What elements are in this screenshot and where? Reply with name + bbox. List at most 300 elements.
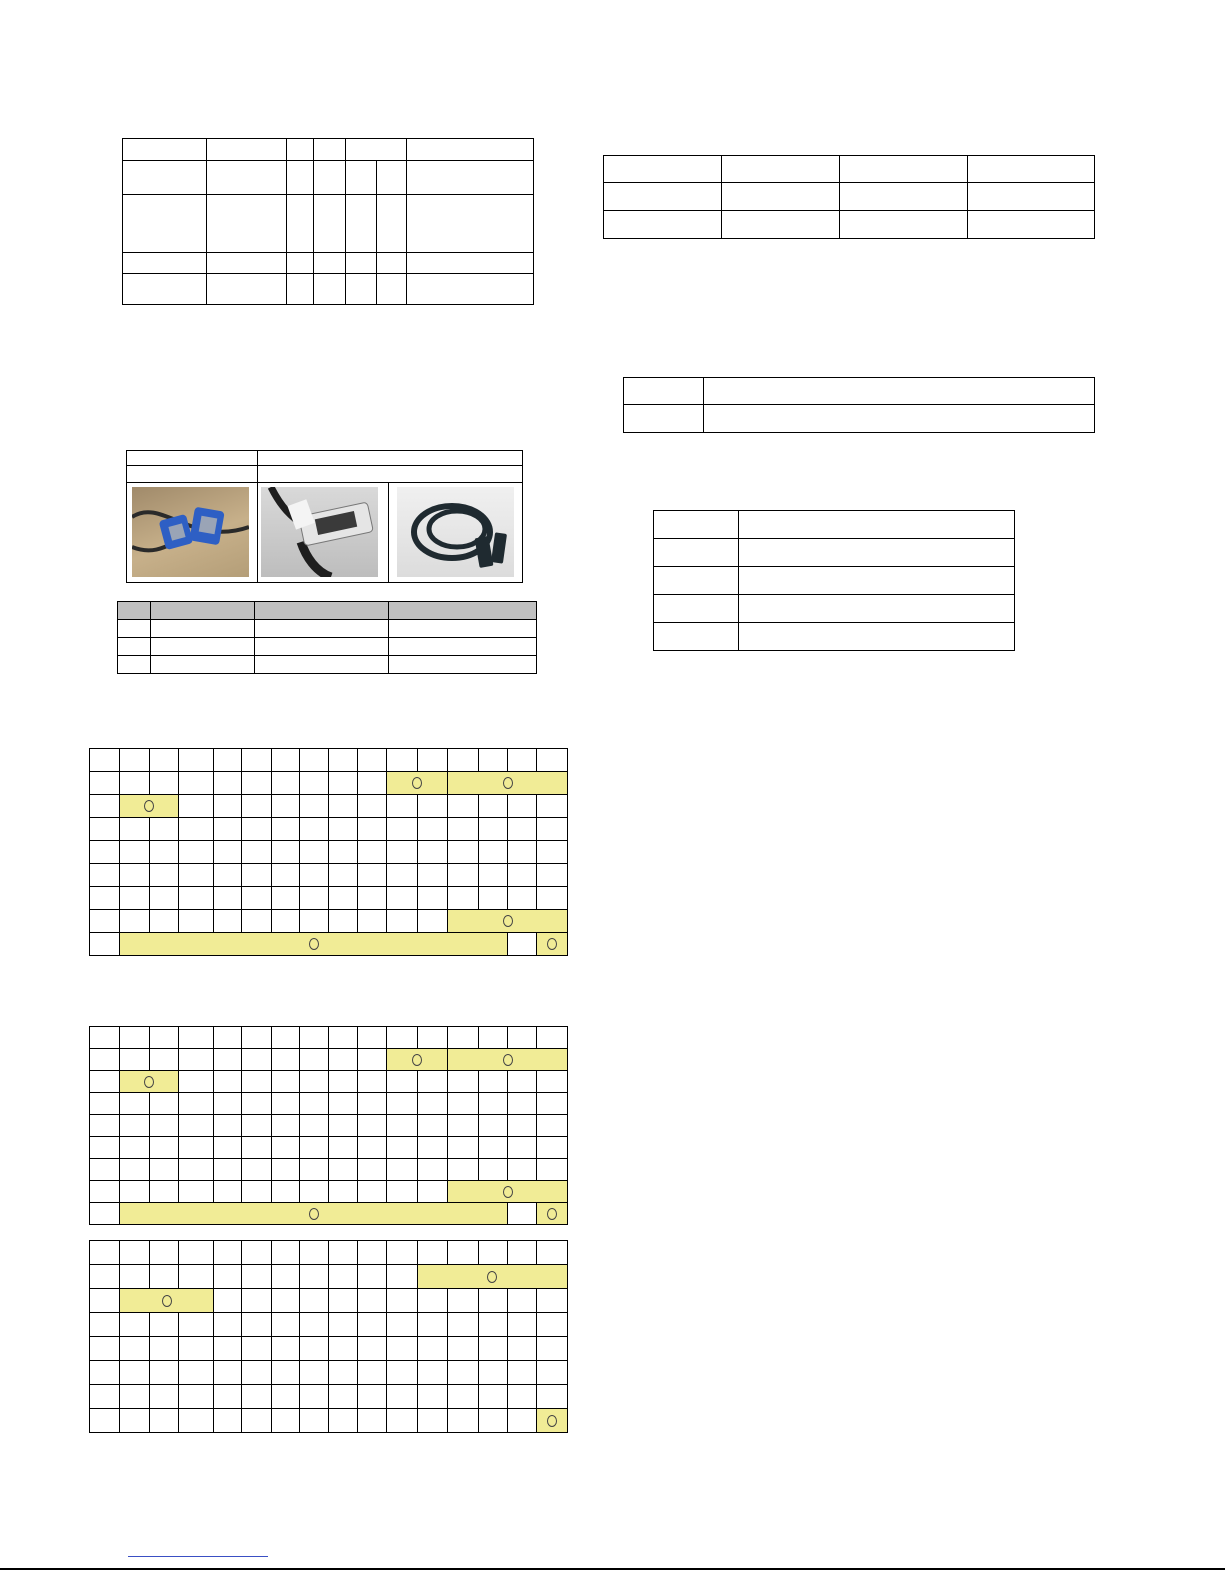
timing-cell bbox=[300, 772, 329, 795]
timing-highlight-cell bbox=[448, 1049, 568, 1071]
timing-cell bbox=[242, 795, 271, 818]
timing-highlight-cell bbox=[120, 795, 179, 818]
circle-mark-icon bbox=[487, 1271, 497, 1283]
timing-cell bbox=[271, 1049, 299, 1071]
timing-cell bbox=[300, 1181, 329, 1203]
timing-cell bbox=[417, 1137, 447, 1159]
timing-cell bbox=[507, 1115, 536, 1137]
timing-cell bbox=[90, 1313, 120, 1337]
timing-cell bbox=[179, 1049, 214, 1071]
timing-cell bbox=[271, 1115, 299, 1137]
timing-cell bbox=[271, 1159, 299, 1181]
timing-cell bbox=[329, 1313, 357, 1337]
timing-cell bbox=[357, 1115, 386, 1137]
timing-cell bbox=[478, 1289, 507, 1313]
timing-cell bbox=[179, 887, 214, 910]
timing-cell bbox=[537, 749, 568, 772]
timing-cell bbox=[149, 1137, 178, 1159]
timing-cell bbox=[179, 1361, 214, 1385]
timing-cell bbox=[149, 864, 178, 887]
timing-cell bbox=[213, 1337, 241, 1361]
timing-cell bbox=[507, 1289, 536, 1313]
timing-cell bbox=[387, 1313, 417, 1337]
timing-cell bbox=[179, 1241, 214, 1265]
circle-mark-icon bbox=[547, 938, 557, 950]
timing-cell bbox=[300, 1241, 329, 1265]
timing-cell bbox=[329, 1265, 357, 1289]
timing-cell bbox=[242, 841, 271, 864]
timing-cell bbox=[417, 1115, 447, 1137]
timing-cell bbox=[387, 1071, 417, 1093]
timing-cell bbox=[537, 1115, 568, 1137]
timing-cell bbox=[149, 910, 178, 933]
timing-cell bbox=[149, 1361, 178, 1385]
timing-cell bbox=[507, 1071, 536, 1093]
timing-cell bbox=[357, 795, 386, 818]
timing-cell bbox=[387, 1361, 417, 1385]
timing-cell bbox=[357, 864, 386, 887]
timing-cell bbox=[213, 1289, 241, 1313]
timing-cell bbox=[120, 887, 149, 910]
timing-cell bbox=[329, 1071, 357, 1093]
timing-cell bbox=[90, 1361, 120, 1385]
timing-cell bbox=[417, 818, 447, 841]
timing-cell bbox=[537, 887, 568, 910]
timing-cell bbox=[537, 795, 568, 818]
timing-cell bbox=[387, 1241, 417, 1265]
timing-cell bbox=[300, 1159, 329, 1181]
spec-cell bbox=[407, 139, 534, 161]
timing-cell bbox=[448, 1385, 478, 1409]
timing-cell bbox=[120, 1385, 149, 1409]
timing-cell bbox=[478, 1361, 507, 1385]
timing-highlight-cell bbox=[120, 1203, 508, 1225]
timing-cell bbox=[120, 1049, 149, 1071]
timing-cell bbox=[90, 1289, 120, 1313]
right-low-table bbox=[653, 510, 1015, 651]
timing-cell bbox=[537, 841, 568, 864]
timing-cell bbox=[387, 1265, 417, 1289]
timing-cell bbox=[357, 1337, 386, 1361]
timing-cell bbox=[448, 1115, 478, 1137]
timing-cell bbox=[149, 749, 178, 772]
timing-cell bbox=[179, 795, 214, 818]
timing-cell bbox=[120, 1137, 149, 1159]
timing-cell bbox=[242, 1159, 271, 1181]
timing-cell bbox=[213, 749, 241, 772]
timing-highlight-cell bbox=[448, 1181, 568, 1203]
timing-cell bbox=[387, 910, 417, 933]
circle-mark-icon bbox=[503, 1054, 513, 1066]
timing-cell bbox=[213, 795, 241, 818]
timing-cell bbox=[90, 1241, 120, 1265]
timing-cell bbox=[329, 1361, 357, 1385]
vga-cable-photo bbox=[132, 487, 249, 577]
timing-cell bbox=[120, 1337, 149, 1361]
spec-table bbox=[122, 138, 534, 305]
timing-cell bbox=[478, 1385, 507, 1409]
timing-cell bbox=[329, 1289, 357, 1313]
timing-cell bbox=[271, 1093, 299, 1115]
timing-cell bbox=[507, 749, 536, 772]
timing-cell bbox=[271, 1337, 299, 1361]
timing-cell bbox=[329, 864, 357, 887]
timing-cell bbox=[213, 1049, 241, 1071]
timing-highlight-cell bbox=[387, 772, 448, 795]
timing-cell bbox=[242, 1115, 271, 1137]
timing-cell bbox=[387, 841, 417, 864]
timing-cell bbox=[329, 1337, 357, 1361]
timing-cell bbox=[179, 1337, 214, 1361]
timing-cell bbox=[329, 841, 357, 864]
timing-cell bbox=[507, 1361, 536, 1385]
timing-cell bbox=[478, 1093, 507, 1115]
timing-cell bbox=[149, 1159, 178, 1181]
timing-cell bbox=[149, 1313, 178, 1337]
timing-cell bbox=[448, 1027, 478, 1049]
timing-cell bbox=[271, 1241, 299, 1265]
timing-cell bbox=[478, 1313, 507, 1337]
timing-cell bbox=[271, 910, 299, 933]
timing-cell bbox=[329, 910, 357, 933]
timing-cell bbox=[271, 864, 299, 887]
timing-cell bbox=[120, 1159, 149, 1181]
timing-cell bbox=[242, 1313, 271, 1337]
timing-cell bbox=[300, 1385, 329, 1409]
timing-cell bbox=[507, 795, 536, 818]
timing-cell bbox=[179, 1093, 214, 1115]
timing-cell bbox=[417, 841, 447, 864]
timing-cell bbox=[271, 1027, 299, 1049]
timing-cell bbox=[507, 1241, 536, 1265]
timing-cell bbox=[149, 1241, 178, 1265]
timing-cell bbox=[448, 864, 478, 887]
timing-cell bbox=[357, 818, 386, 841]
timing-cell bbox=[179, 1181, 214, 1203]
timing-cell bbox=[90, 1137, 120, 1159]
circle-mark-icon bbox=[412, 1054, 422, 1066]
timing-cell bbox=[90, 1115, 120, 1137]
timing-cell bbox=[271, 795, 299, 818]
timing-cell bbox=[448, 749, 478, 772]
timing-cell bbox=[90, 1049, 120, 1071]
timing-cell bbox=[179, 772, 214, 795]
timing-cell bbox=[120, 1409, 149, 1433]
timing-highlight-cell bbox=[387, 1049, 448, 1071]
circle-mark-icon bbox=[503, 777, 513, 789]
timing-cell bbox=[300, 1049, 329, 1071]
timing-cell bbox=[357, 1409, 386, 1433]
timing-grid-3-table bbox=[89, 1240, 568, 1433]
timing-cell bbox=[507, 841, 536, 864]
timing-cell bbox=[179, 1071, 214, 1093]
timing-cell bbox=[478, 1241, 507, 1265]
timing-highlight-cell bbox=[448, 910, 568, 933]
timing-cell bbox=[179, 1409, 214, 1433]
timing-cell bbox=[300, 1409, 329, 1433]
timing-highlight-cell bbox=[537, 1409, 568, 1433]
timing-cell bbox=[329, 1159, 357, 1181]
timing-cell bbox=[357, 1027, 386, 1049]
timing-cell bbox=[357, 1289, 386, 1313]
timing-cell bbox=[478, 1115, 507, 1137]
timing-cell bbox=[417, 1159, 447, 1181]
timing-cell bbox=[329, 1049, 357, 1071]
spec-cell bbox=[123, 139, 207, 161]
timing-cell bbox=[242, 910, 271, 933]
timing-cell bbox=[329, 887, 357, 910]
timing-cell bbox=[357, 1265, 386, 1289]
timing-cell bbox=[300, 1313, 329, 1337]
timing-cell bbox=[213, 772, 241, 795]
timing-cell bbox=[357, 1385, 386, 1409]
timing-cell bbox=[213, 1159, 241, 1181]
timing-cell bbox=[387, 1289, 417, 1313]
timing-cell bbox=[213, 864, 241, 887]
timing-cell bbox=[329, 1385, 357, 1409]
timing-cell bbox=[357, 887, 386, 910]
timing-grid-2 bbox=[89, 1026, 568, 1224]
timing-cell bbox=[149, 1093, 178, 1115]
spec-cell bbox=[346, 139, 407, 161]
timing-cell bbox=[149, 841, 178, 864]
timing-cell bbox=[329, 772, 357, 795]
timing-cell bbox=[90, 1385, 120, 1409]
timing-cell bbox=[242, 1049, 271, 1071]
timing-cell bbox=[90, 841, 120, 864]
timing-cell bbox=[329, 1027, 357, 1049]
timing-cell bbox=[271, 1289, 299, 1313]
timing-cell bbox=[213, 1265, 241, 1289]
timing-cell bbox=[271, 772, 299, 795]
timing-cell bbox=[357, 1313, 386, 1337]
timing-highlight-cell bbox=[120, 1289, 213, 1313]
timing-cell bbox=[537, 1361, 568, 1385]
timing-cell bbox=[90, 1159, 120, 1181]
timing-cell bbox=[90, 1027, 120, 1049]
timing-cell bbox=[387, 1337, 417, 1361]
timing-cell bbox=[417, 1409, 447, 1433]
timing-cell bbox=[448, 1337, 478, 1361]
timing-cell bbox=[417, 749, 447, 772]
timing-cell bbox=[179, 749, 214, 772]
timing-cell bbox=[149, 887, 178, 910]
timing-cell bbox=[387, 795, 417, 818]
timing-cell bbox=[271, 1385, 299, 1409]
timing-cell bbox=[329, 818, 357, 841]
timing-cell bbox=[179, 841, 214, 864]
timing-cell bbox=[357, 1241, 386, 1265]
timing-cell bbox=[90, 887, 120, 910]
circle-mark-icon bbox=[309, 1208, 319, 1220]
footer-link-underline[interactable] bbox=[128, 1556, 268, 1557]
timing-highlight-cell bbox=[120, 1071, 179, 1093]
timing-cell bbox=[417, 1385, 447, 1409]
timing-cell bbox=[478, 1337, 507, 1361]
spec-cell bbox=[287, 139, 314, 161]
timing-cell bbox=[120, 1313, 149, 1337]
timing-cell bbox=[90, 1071, 120, 1093]
timing-cell bbox=[300, 749, 329, 772]
timing-cell bbox=[537, 1159, 568, 1181]
timing-cell bbox=[213, 1181, 241, 1203]
timing-cell bbox=[478, 841, 507, 864]
timing-cell bbox=[387, 887, 417, 910]
timing-cell bbox=[242, 1137, 271, 1159]
timing-cell bbox=[478, 887, 507, 910]
timing-cell bbox=[507, 1337, 536, 1361]
timing-cell bbox=[537, 1027, 568, 1049]
timing-cell bbox=[478, 864, 507, 887]
circle-mark-icon bbox=[503, 915, 513, 927]
timing-cell bbox=[213, 1313, 241, 1337]
timing-cell bbox=[179, 1265, 214, 1289]
timing-cell bbox=[329, 1241, 357, 1265]
timing-cell bbox=[329, 1115, 357, 1137]
timing-cell bbox=[448, 1071, 478, 1093]
timing-cell bbox=[387, 1027, 417, 1049]
timing-cell bbox=[507, 1027, 536, 1049]
timing-cell bbox=[271, 1071, 299, 1093]
timing-cell bbox=[448, 887, 478, 910]
timing-cell bbox=[242, 1409, 271, 1433]
timing-cell bbox=[357, 772, 386, 795]
timing-cell bbox=[300, 1093, 329, 1115]
timing-cell bbox=[417, 1337, 447, 1361]
timing-cell bbox=[149, 772, 178, 795]
timing-cell bbox=[179, 818, 214, 841]
timing-cell bbox=[387, 1093, 417, 1115]
timing-cell bbox=[448, 1313, 478, 1337]
timing-cell bbox=[213, 910, 241, 933]
timing-cell bbox=[120, 1241, 149, 1265]
timing-cell bbox=[448, 841, 478, 864]
timing-cell bbox=[179, 1159, 214, 1181]
timing-cell bbox=[213, 1241, 241, 1265]
timing-cell bbox=[417, 864, 447, 887]
timing-cell bbox=[300, 1115, 329, 1137]
timing-cell bbox=[149, 1337, 178, 1361]
timing-cell bbox=[357, 1049, 386, 1071]
timing-cell bbox=[271, 841, 299, 864]
timing-cell bbox=[478, 1159, 507, 1181]
timing-cell bbox=[149, 1409, 178, 1433]
timing-cell bbox=[357, 1159, 386, 1181]
timing-cell bbox=[242, 1385, 271, 1409]
timing-cell bbox=[507, 1203, 536, 1225]
timing-cell bbox=[242, 864, 271, 887]
timing-grid-1-table bbox=[89, 748, 568, 956]
timing-cell bbox=[507, 864, 536, 887]
timing-cell bbox=[300, 1027, 329, 1049]
hdmi-cable-photo bbox=[397, 487, 514, 577]
timing-cell bbox=[417, 795, 447, 818]
timing-cell bbox=[242, 1241, 271, 1265]
timing-cell bbox=[179, 1027, 214, 1049]
timing-cell bbox=[242, 1265, 271, 1289]
timing-cell bbox=[213, 887, 241, 910]
timing-cell bbox=[90, 1265, 120, 1289]
timing-cell bbox=[357, 749, 386, 772]
timing-cell bbox=[300, 1337, 329, 1361]
timing-cell bbox=[271, 1361, 299, 1385]
timing-highlight-cell bbox=[537, 933, 568, 956]
timing-cell bbox=[300, 910, 329, 933]
timing-cell bbox=[242, 1337, 271, 1361]
timing-cell bbox=[213, 818, 241, 841]
timing-cell bbox=[507, 1159, 536, 1181]
timing-cell bbox=[300, 1361, 329, 1385]
timing-cell bbox=[448, 818, 478, 841]
circle-mark-icon bbox=[144, 800, 154, 812]
timing-cell bbox=[213, 1027, 241, 1049]
timing-cell bbox=[271, 749, 299, 772]
timing-cell bbox=[357, 1137, 386, 1159]
timing-grid-2-table bbox=[89, 1026, 568, 1225]
timing-cell bbox=[417, 910, 447, 933]
timing-cell bbox=[507, 933, 536, 956]
timing-cell bbox=[179, 1137, 214, 1159]
timing-cell bbox=[90, 1337, 120, 1361]
timing-cell bbox=[120, 1027, 149, 1049]
spec-cell bbox=[207, 139, 287, 161]
timing-cell bbox=[213, 1071, 241, 1093]
timing-cell bbox=[271, 818, 299, 841]
timing-cell bbox=[329, 1137, 357, 1159]
timing-cell bbox=[271, 1265, 299, 1289]
timing-cell bbox=[120, 1181, 149, 1203]
timing-cell bbox=[179, 1115, 214, 1137]
timing-cell bbox=[387, 1159, 417, 1181]
timing-cell bbox=[120, 1265, 149, 1289]
timing-highlight-cell bbox=[537, 1203, 568, 1225]
timing-cell bbox=[149, 1027, 178, 1049]
right-mid-table bbox=[623, 377, 1095, 433]
timing-cell bbox=[329, 1093, 357, 1115]
timing-cell bbox=[300, 864, 329, 887]
timing-cell bbox=[120, 841, 149, 864]
timing-cell bbox=[448, 795, 478, 818]
timing-grid-3 bbox=[89, 1240, 568, 1432]
timing-cell bbox=[507, 1313, 536, 1337]
timing-cell bbox=[90, 1181, 120, 1203]
timing-cell bbox=[537, 1289, 568, 1313]
timing-cell bbox=[90, 1093, 120, 1115]
timing-cell bbox=[417, 1241, 447, 1265]
timing-highlight-cell bbox=[448, 772, 568, 795]
timing-cell bbox=[300, 1071, 329, 1093]
timing-cell bbox=[90, 818, 120, 841]
timing-cell bbox=[149, 818, 178, 841]
timing-cell bbox=[417, 1289, 447, 1313]
timing-cell bbox=[300, 1289, 329, 1313]
timing-cell bbox=[179, 1385, 214, 1409]
timing-cell bbox=[120, 1093, 149, 1115]
timing-cell bbox=[417, 1071, 447, 1093]
circle-mark-icon bbox=[412, 777, 422, 789]
timing-cell bbox=[537, 1071, 568, 1093]
timing-cell bbox=[149, 1385, 178, 1409]
timing-cell bbox=[90, 910, 120, 933]
timing-cell bbox=[387, 1181, 417, 1203]
timing-cell bbox=[537, 1385, 568, 1409]
timing-cell bbox=[507, 887, 536, 910]
timing-cell bbox=[242, 1361, 271, 1385]
timing-cell bbox=[357, 1361, 386, 1385]
timing-cell bbox=[357, 910, 386, 933]
timing-cell bbox=[90, 749, 120, 772]
timing-cell bbox=[448, 1409, 478, 1433]
